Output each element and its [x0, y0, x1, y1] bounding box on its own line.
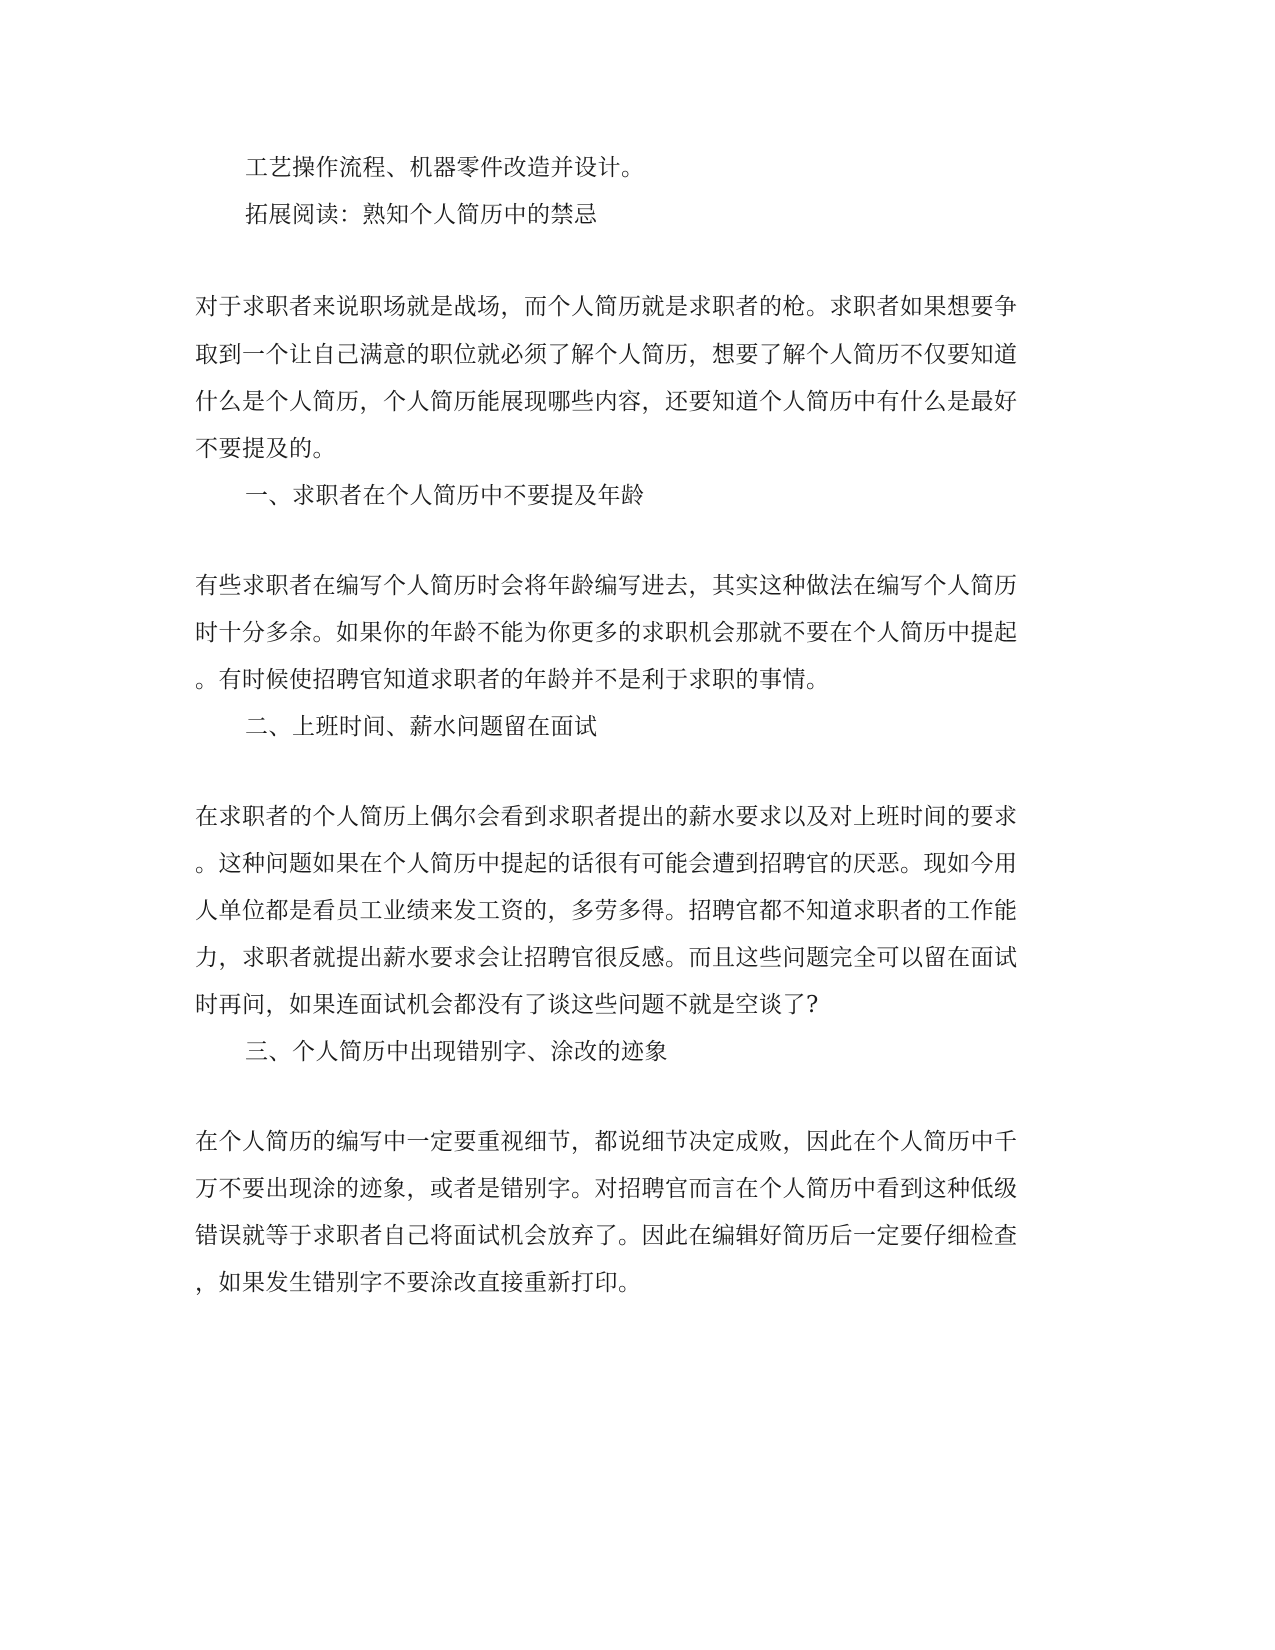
paragraph-line: 取到一个让自己满意的职位就必须了解个人简历，想要了解个人简历不仅要知道	[195, 342, 1018, 368]
paragraph-line: 错误就等于求职者自己将面试机会放弃了。因此在编辑好简历后一定要仔细检查	[195, 1223, 1018, 1249]
paragraph-line: 力，求职者就提出薪水要求会让招聘官很反感。而且这些问题完全可以留在面试	[195, 945, 1018, 971]
section-heading-age: 一、求职者在个人简历中不要提及年龄	[245, 483, 645, 509]
paragraph-line: 。有时候使招聘官知道求职者的年龄并不是利于求职的事情。	[195, 667, 830, 693]
paragraph-line: 有些求职者在编写个人简历时会将年龄编写进去，其实这种做法在编写个人简历	[195, 573, 1018, 599]
paragraph-line: ，如果发生错别字不要涂改直接重新打印。	[195, 1270, 642, 1296]
paragraph-line: 在求职者的个人简历上偶尔会看到求职者提出的薪水要求以及对上班时间的要求	[195, 804, 1018, 830]
paragraph-line: 对于求职者来说职场就是战场，而个人简历就是求职者的枪。求职者如果想要争	[195, 294, 1018, 320]
paragraph-line: 在个人简历的编写中一定要重视细节，都说细节决定成败，因此在个人简历中千	[195, 1129, 1018, 1155]
paragraph-line: 什么是个人简历，个人简历能展现哪些内容，还要知道个人简历中有什么是最好	[195, 389, 1018, 415]
paragraph-line: 。这种问题如果在个人简历中提起的话很有可能会遭到招聘官的厌恶。现如今用	[195, 851, 1018, 877]
paragraph-line: 人单位都是看员工业绩来发工资的，多劳多得。招聘官都不知道求职者的工作能	[195, 898, 1018, 924]
paragraph-line: 时再问，如果连面试机会都没有了谈这些问题不就是空谈了?	[195, 992, 819, 1018]
paragraph-line: 时十分多余。如果你的年龄不能为你更多的求职机会那就不要在个人简历中提起	[195, 620, 1018, 646]
paragraph-line: 不要提及的。	[195, 436, 336, 462]
extended-reading-heading: 拓展阅读：熟知个人简历中的禁忌	[245, 202, 598, 228]
paragraph-line: 万不要出现涂的迹象，或者是错别字。对招聘官而言在个人简历中看到这种低级	[195, 1176, 1018, 1202]
section-heading-salary: 二、上班时间、薪水问题留在面试	[245, 714, 598, 740]
intro-line: 工艺操作流程、机器零件改造并设计。	[245, 155, 645, 181]
section-heading-typos: 三、个人简历中出现错别字、涂改的迹象	[245, 1039, 668, 1065]
